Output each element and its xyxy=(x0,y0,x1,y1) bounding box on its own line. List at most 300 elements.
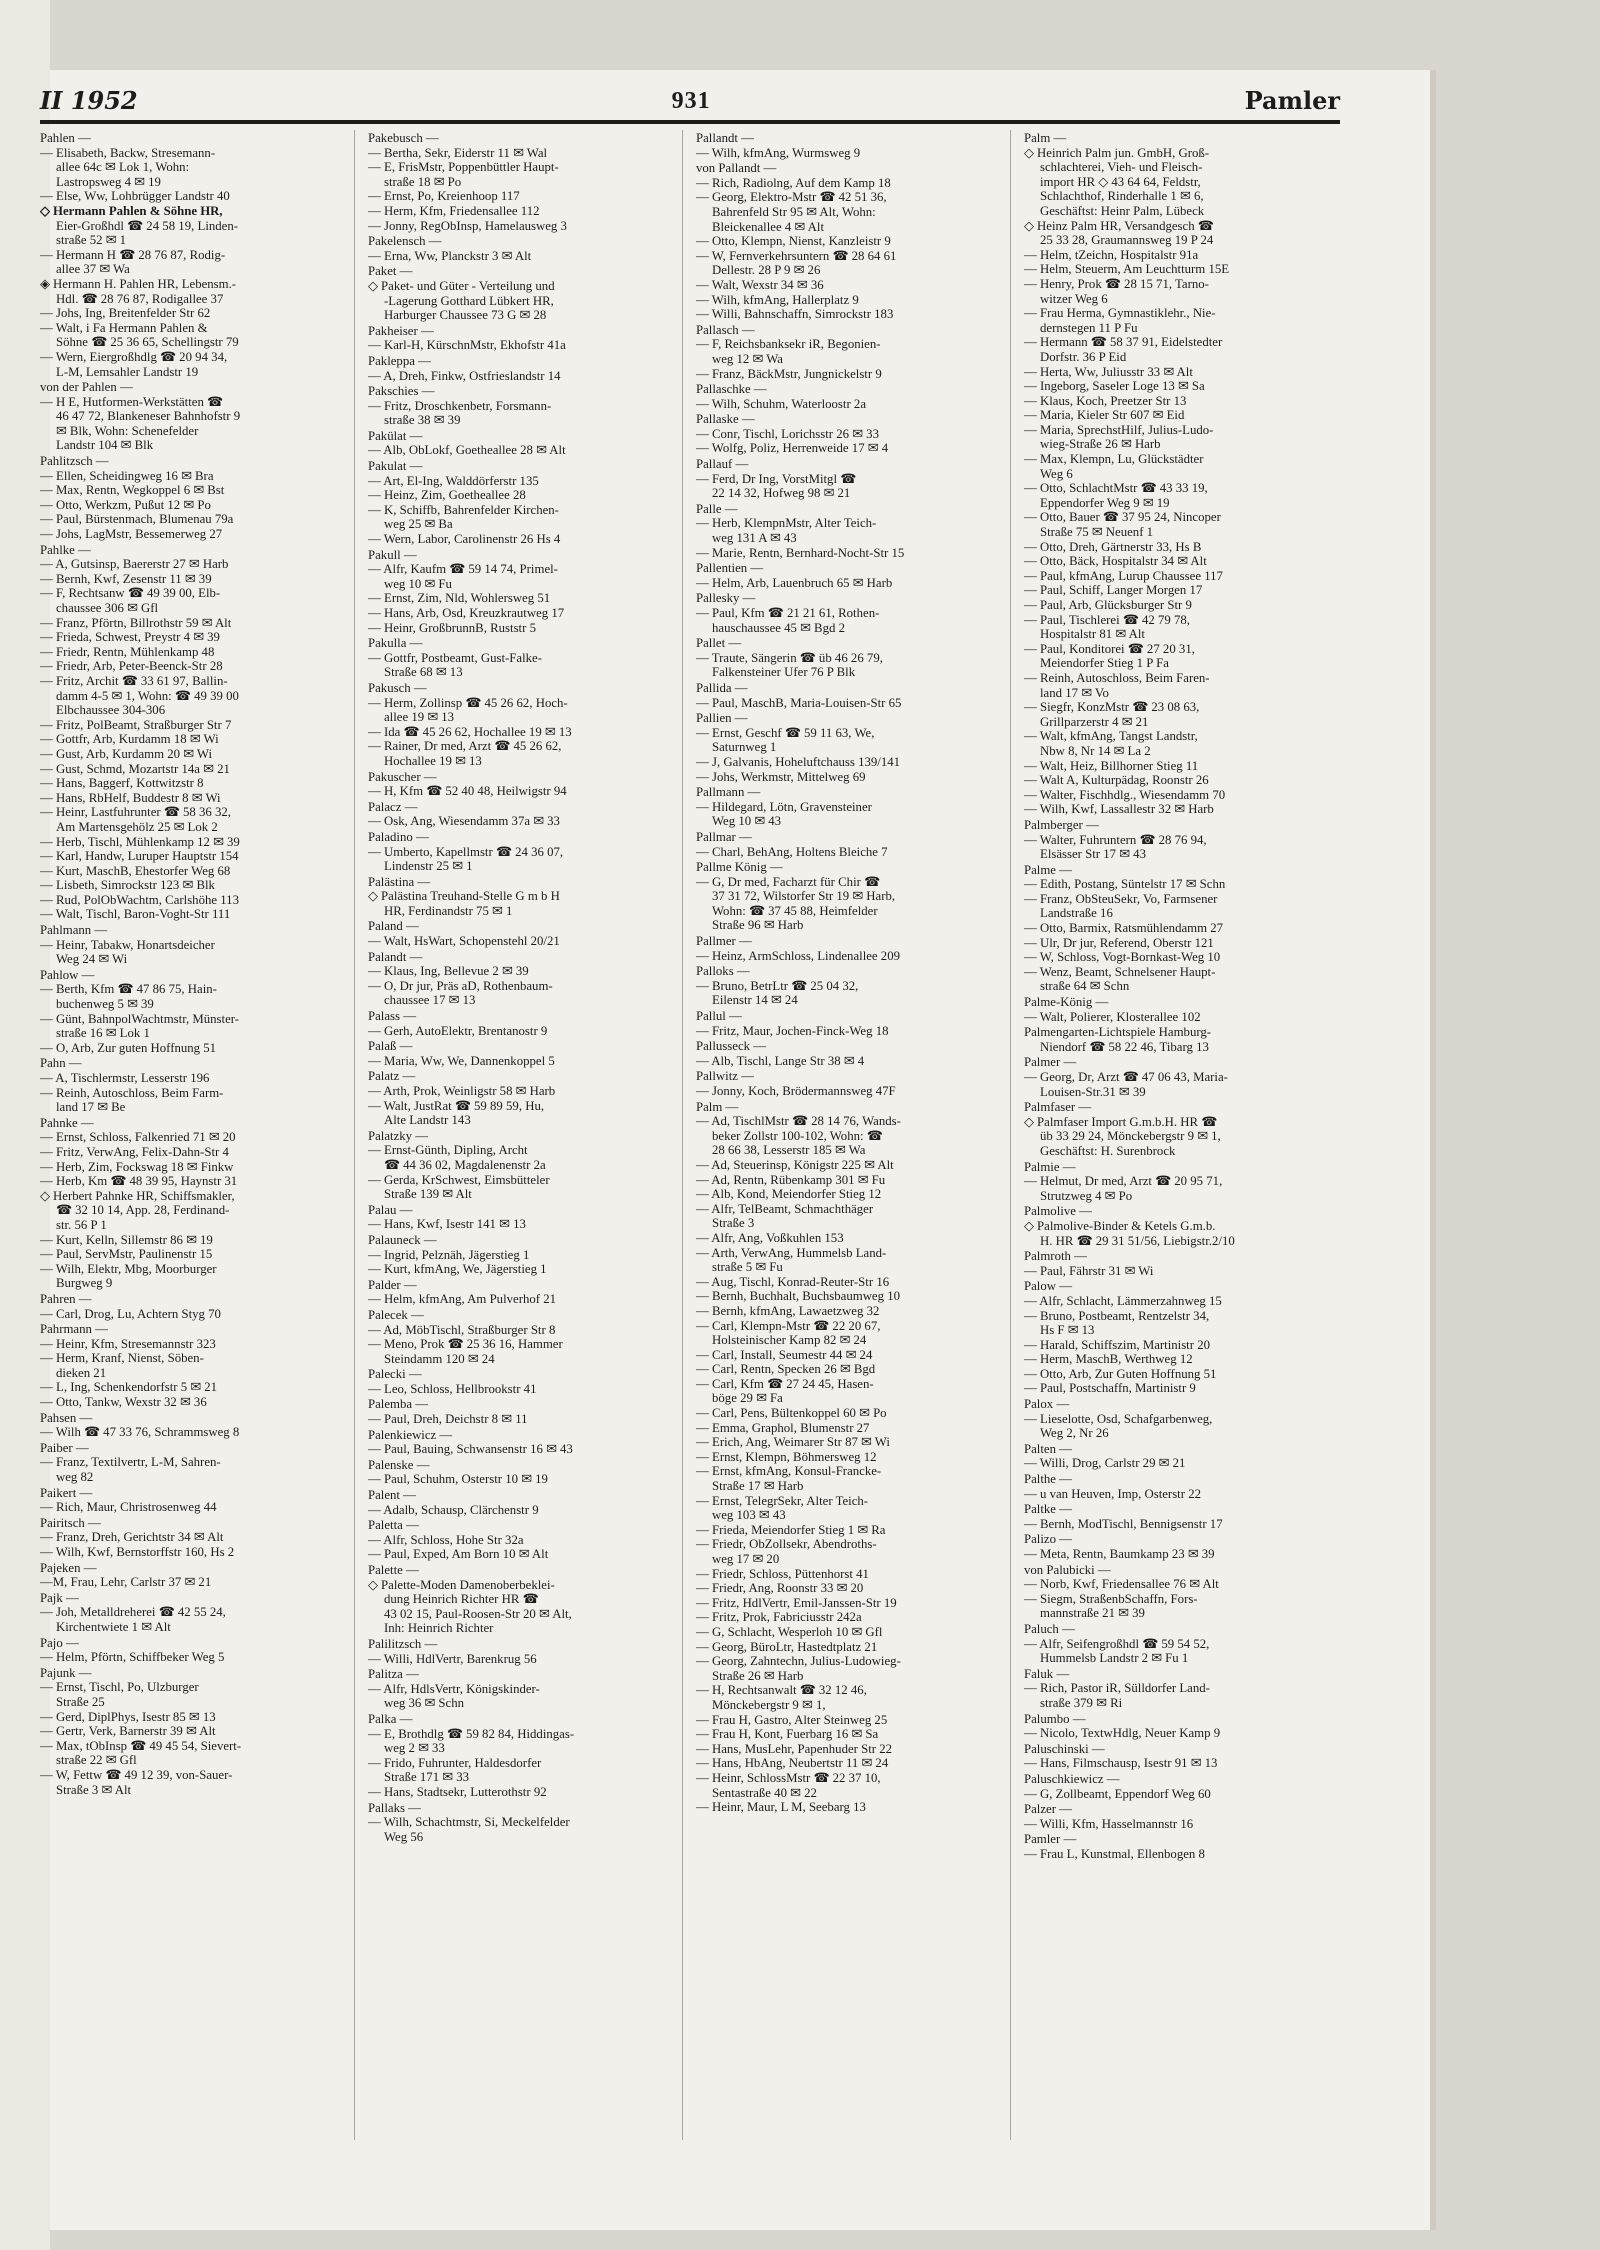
directory-entry: Steindamm 120 ✉ 24 xyxy=(384,1351,495,1366)
directory-entry: — Wilh, Schachtmstr, Si, Meckelfelder xyxy=(368,1815,570,1830)
directory-entry: — Friedr, ObZollsekr, Abendroths- xyxy=(696,1537,877,1552)
directory-entry: Lastropsweg 4 ✉ 19 xyxy=(56,174,161,189)
surname-heading: Palenske — xyxy=(368,1457,430,1472)
directory-entry: weg 10 ✉ Fu xyxy=(384,576,452,591)
directory-entry: — Ernst, Po, Kreienhoop 117 xyxy=(368,189,520,204)
directory-entry: — Wilh, Elektr, Mbg, Moorburger xyxy=(40,1261,217,1276)
directory-entry: — Ulr, Dr jur, Referend, Oberstr 121 xyxy=(1024,935,1214,950)
directory-entry: weg 131 A ✉ 43 xyxy=(712,531,797,546)
directory-entry: — Kurt, MaschB, Ehestorfer Weg 68 xyxy=(40,863,231,878)
directory-entry: allee 64c ✉ Lok 1, Wohn: xyxy=(56,160,190,175)
directory-entry: — Walter, Fischhdlg., Wiesendamm 70 xyxy=(1024,787,1226,802)
surname-heading: Palacz — xyxy=(368,799,418,814)
directory-entry: — Paul, Bürstenmach, Blumenau 79a xyxy=(40,512,234,527)
surname-heading: Pajeken — xyxy=(40,1560,97,1575)
directory-entry: — Paul, Arb, Glücksburger Str 9 xyxy=(1024,598,1192,612)
directory-entry: — E, Brothdlg ☎ 59 82 84, Hiddingas- xyxy=(368,1726,575,1741)
surname-heading: Pahlke — xyxy=(40,542,91,557)
directory-entry: — Lieselotte, Osd, Schafgarbenweg, xyxy=(1024,1411,1213,1426)
directory-entry: — Paul, Postschaffn, Martinistr 9 xyxy=(1024,1381,1196,1396)
directory-entry: dernstegen 11 P Fu xyxy=(1040,320,1138,335)
directory-entry: — Frido, Fuhrunter, Haldesdorfer xyxy=(368,1755,542,1770)
surname-heading: Pakelensch — xyxy=(368,234,442,249)
directory-entry: — Otto, Tankw, Wexstr 32 ✉ 36 xyxy=(40,1395,207,1410)
surname-heading: Pallmann — xyxy=(696,785,761,800)
directory-entry: — Paul, Fährstr 31 ✉ Wi xyxy=(1024,1263,1154,1278)
surname-heading: Pahlitzsch — xyxy=(40,454,109,469)
directory-entry: 22 14 32, Hofweg 98 ✉ 21 xyxy=(712,486,851,501)
directory-entry: Burgweg 9 xyxy=(56,1276,113,1291)
directory-entry: — Helm, tZeichn, Hospitalstr 91a xyxy=(1024,247,1199,262)
directory-entry: ◇ Palette-Moden Damenoberbeklei- xyxy=(368,1577,555,1592)
directory-entry: — Hans, Baggerf, Kottwitzstr 8 xyxy=(40,776,204,791)
directory-entry: straße 18 ✉ Po xyxy=(384,174,462,189)
directory-entry: — Conr, Tischl, Lorichsstr 26 ✉ 33 xyxy=(696,426,879,441)
surname-heading: von der Pahlen — xyxy=(40,380,133,395)
surname-heading: Paluschkiewicz — xyxy=(1024,1771,1120,1786)
directory-entry: — Frau H, Kont, Fuerbarg 16 ✉ Sa xyxy=(696,1727,879,1742)
directory-entry: Nbw 8, Nr 14 ✉ La 2 xyxy=(1040,743,1151,758)
directory-entry: Straße 139 ✉ Alt xyxy=(384,1187,472,1202)
surname-heading: Paland — xyxy=(368,919,419,934)
directory-entry: — Ad, Steuerinsp, Königstr 225 ✉ Alt xyxy=(696,1157,894,1172)
directory-entry: — Paul, Kfm ☎ 21 21 61, Rothen- xyxy=(696,606,880,620)
directory-entry: — A, Dreh, Finkw, Ostfrieslandstr 14 xyxy=(368,368,561,383)
directory-entry: chaussee 306 ✉ Gfl xyxy=(56,601,159,615)
surname-heading: von Palubicki — xyxy=(1024,1562,1111,1577)
directory-entry: Landstraße 16 xyxy=(1040,906,1113,921)
directory-entry: — Alfr, Ang, Voßkuhlen 153 xyxy=(696,1230,844,1245)
directory-entry: — Erich, Ang, Weimarer Str 87 ✉ Wi xyxy=(696,1435,890,1450)
directory-entry: — Gerd, DiplPhys, Isestr 85 ✉ 13 xyxy=(40,1709,216,1724)
directory-entry: ◇ Palmolive-Binder & Ketels G.m.b. xyxy=(1024,1218,1216,1233)
directory-entry: — Heinr, Tabakw, Honartsdeicher xyxy=(40,937,215,952)
directory-entry: beker Zollstr 100-102, Wohn: ☎ xyxy=(712,1128,883,1143)
surname-heading: Palthe — xyxy=(1024,1472,1072,1487)
directory-entry: — Wolfg, Poliz, Herrenweide 17 ✉ 4 xyxy=(696,441,889,456)
directory-entry: straße 22 ✉ Gfl xyxy=(56,1753,137,1768)
directory-entry: — Wilh, kfmAng, Hallerplatz 9 xyxy=(696,292,859,307)
directory-entry: — Jonny, RegObInsp, Hamelausweg 3 xyxy=(368,218,567,233)
surname-heading: Pahlmann — xyxy=(40,923,108,938)
directory-entry: — Kurt, Kelln, Sillemstr 86 ✉ 19 xyxy=(40,1232,213,1247)
directory-entry: — Willi, HdlVertr, Barenkrug 56 xyxy=(368,1651,537,1666)
surname-heading: Pahlow — xyxy=(40,967,95,982)
directory-entry: straße 64 ✉ Schn xyxy=(1040,979,1130,994)
surname-heading: Pallien — xyxy=(696,711,748,726)
directory-entry: — Maria, Ww, We, Dannenkoppel 5 xyxy=(368,1053,555,1068)
surname-heading: Palme-König — xyxy=(1024,995,1109,1010)
directory-entry: — Hans, Filmschausp, Isestr 91 ✉ 13 xyxy=(1024,1756,1218,1771)
surname-heading: Palzer — xyxy=(1024,1802,1072,1817)
surname-heading: Paluschinski — xyxy=(1024,1741,1105,1756)
surname-heading: Palilitzsch — xyxy=(368,1636,438,1651)
surname-heading: Pakulla — xyxy=(368,636,423,651)
directory-entry: ☎ 32 10 14, App. 28, Ferdinand- xyxy=(56,1203,230,1218)
directory-entry: — Franz, Dreh, Gerichtstr 34 ✉ Alt xyxy=(40,1530,224,1545)
directory-entry: — Otto, Klempn, Nienst, Kanzleistr 9 xyxy=(696,234,891,249)
surname-heading: Pahren — xyxy=(40,1291,92,1306)
directory-entry: — Carl, Pens, Bültenkoppel 60 ✉ Po xyxy=(696,1406,887,1421)
directory-entry: — Rud, PolObWachtm, Carlshöhe 113 xyxy=(40,892,239,907)
surname-heading: Pallmar — xyxy=(696,829,752,844)
surname-heading: Palloks — xyxy=(696,964,750,979)
directory-entry: Hdl. ☎ 28 76 87, Rodigallee 37 xyxy=(56,291,224,306)
directory-entry: Harburger Chaussee 73 G ✉ 28 xyxy=(384,308,547,323)
directory-entry: — Hans, Arb, Osd, Kreuzkrautweg 17 xyxy=(368,606,565,620)
directory-entry: Straße 3 ✉ Alt xyxy=(56,1782,132,1797)
surname-heading: Pairitsch — xyxy=(40,1515,101,1530)
directory-entry: — L, Ing, Schenkendorfstr 5 ✉ 21 xyxy=(40,1380,218,1395)
directory-entry: — Rainer, Dr med, Arzt ☎ 45 26 62, xyxy=(368,739,562,754)
directory-entry: — Hermann ☎ 58 37 91, Eidelstedter xyxy=(1024,335,1223,350)
surname-heading: Palm — xyxy=(696,1099,739,1114)
surname-heading: Pallaske — xyxy=(696,412,755,427)
directory-entry: Meiendorfer Stieg 1 P Fa xyxy=(1040,656,1169,671)
surname-heading: Paket — xyxy=(368,264,413,279)
directory-entry: Hs F ✉ 13 xyxy=(1040,1323,1095,1338)
surname-heading: Pallmer — xyxy=(696,934,752,949)
directory-entry: — Ingeborg, Saseler Loge 13 ✉ Sa xyxy=(1024,379,1205,394)
directory-entry: — Paul, Dreh, Deichstr 8 ✉ 11 xyxy=(368,1412,528,1427)
surname-heading: Pallauf — xyxy=(696,457,749,472)
directory-entry: — Alb, ObLokf, Goetheallee 28 ✉ Alt xyxy=(368,443,566,458)
directory-entry: — H, Rechtsanwalt ☎ 32 12 46, xyxy=(696,1683,867,1698)
surname-heading: Palästina — xyxy=(368,874,431,889)
directory-entry: Schlachthof, Rinderhalle 1 ✉ 6, xyxy=(1040,189,1204,204)
directory-entry: — Hans, HbAng, Neubertstr 11 ✉ 24 xyxy=(696,1756,889,1771)
surname-heading: Palauneck — xyxy=(368,1232,437,1247)
surname-heading: Pajk — xyxy=(40,1590,79,1605)
surname-heading: Palenkiewicz — xyxy=(368,1427,453,1442)
surname-heading: Palaß — xyxy=(368,1039,413,1054)
directory-entry: Straße 68 ✉ 13 xyxy=(384,665,463,680)
directory-entry: — Joh, Metalldreherei ☎ 42 55 24, xyxy=(40,1605,226,1620)
directory-entry: — Helm, Pförtn, Schiffbeker Weg 5 xyxy=(40,1650,225,1665)
directory-entry: weg 36 ✉ Schn xyxy=(384,1696,465,1711)
directory-entry: weg 17 ✉ 20 xyxy=(712,1552,780,1566)
directory-entry: ◇ Heinz Palm HR, Versandgesch ☎ xyxy=(1024,218,1214,233)
surname-heading: Pakusch — xyxy=(368,680,427,695)
directory-entry: — W, Fernverkehrsuntern ☎ 28 64 61 xyxy=(696,248,897,263)
directory-entry: — Maria, Kieler Str 607 ✉ Eid xyxy=(1024,408,1185,423)
surname-heading: Paiber — xyxy=(40,1440,89,1455)
directory-entry: witzer Weg 6 xyxy=(1040,291,1108,306)
directory-entry: — Willi, Kfm, Hasselmannstr 16 xyxy=(1024,1816,1194,1831)
directory-entry: — Carl, Install, Seumestr 44 ✉ 24 xyxy=(696,1347,873,1362)
directory-entry: — Max, Klempn, Lu, Glückstädter xyxy=(1024,452,1204,467)
directory-entry: — Harald, Schiffszim, Martinistr 20 xyxy=(1024,1337,1210,1352)
surname-heading: Pallaks — xyxy=(368,1800,421,1815)
directory-entry: — Heinr, Maur, L M, Seebarg 13 xyxy=(696,1800,866,1815)
directory-entry: — Ernst, Geschf ☎ 59 11 63, We, xyxy=(696,725,875,740)
directory-entry: — Umberto, Kapellmstr ☎ 24 36 07, xyxy=(368,844,564,859)
directory-entry: mannstraße 21 ✉ 39 xyxy=(1040,1606,1145,1621)
directory-entry: — Heinz, ArmSchloss, Lindenallee 209 xyxy=(696,948,901,963)
directory-entry: — Fritz, Droschkenbetr, Forsmann- xyxy=(368,398,552,413)
directory-entry: — Bernh, kfmAng, Lawaetzweg 32 xyxy=(696,1303,880,1318)
directory-entry: Louisen-Str.31 ✉ 39 xyxy=(1040,1084,1146,1099)
directory-entry: — Bruno, Postbeamt, Rentzelstr 34, xyxy=(1024,1308,1210,1323)
surname-heading: Faluk — xyxy=(1024,1666,1070,1681)
directory-entry: — Alfr, Schloss, Hohe Str 32a xyxy=(368,1532,524,1547)
directory-entry: Wohn: ☎ 37 45 88, Heimfelder xyxy=(712,903,878,918)
directory-entry: chaussee 17 ✉ 13 xyxy=(384,993,476,1008)
directory-entry: Dorfstr. 36 P Eid xyxy=(1040,349,1127,364)
directory-entry: — W, Schloss, Vogt-Bornkast-Weg 10 xyxy=(1024,950,1221,965)
directory-entry: — Hans, Stadtsekr, Lutterothstr 92 xyxy=(368,1784,547,1799)
directory-entry: — Hans, RbHelf, Buddestr 8 ✉ Wi xyxy=(40,790,221,805)
directory-entry: — Elisabeth, Backw, Stresemann- xyxy=(40,145,216,160)
directory-entry: — Aug, Tischl, Konrad-Reuter-Str 16 xyxy=(696,1274,890,1289)
directory-entry: dieken 21 xyxy=(56,1365,107,1380)
directory-entry: import HR ◇ 43 64 64, Feldstr, xyxy=(1040,174,1201,189)
directory-entry: — Max, Rentn, Wegkoppel 6 ✉ Bst xyxy=(40,483,225,498)
directory-entry: Am Martensgehölz 25 ✉ Lok 2 xyxy=(56,819,218,834)
directory-entry: — Georg, BüroLtr, Hastedtplatz 21 xyxy=(696,1639,878,1654)
directory-entry: allee 19 ✉ 13 xyxy=(384,710,455,725)
directory-entry: — Wern, Labor, Carolinenstr 26 Hs 4 xyxy=(368,532,561,547)
directory-entry: — Alfr, HdlsVertr, Königskinder- xyxy=(368,1681,540,1696)
directory-entry: — Ellen, Scheidingweg 16 ✉ Bra xyxy=(40,468,214,483)
directory-entry: — Meta, Rentn, Baumkamp 23 ✉ 39 xyxy=(1024,1547,1215,1561)
surname-heading: Pakulat — xyxy=(368,459,423,474)
surname-heading: Pallusseck — xyxy=(696,1039,767,1054)
directory-entry: — Fritz, Maur, Jochen-Finck-Weg 18 xyxy=(696,1023,889,1038)
directory-entry: 46 47 72, Blankeneser Bahnhofstr 9 xyxy=(56,409,241,424)
directory-entry: dung Heinrich Richter HR ☎ xyxy=(384,1592,539,1607)
directory-entry: straße 52 ✉ 1 xyxy=(56,233,127,248)
surname-heading: Pahrmann — xyxy=(40,1322,108,1337)
directory-entry: — Herm, Kfm, Friedensallee 112 xyxy=(368,203,540,218)
directory-entry: — O, Arb, Zur guten Hoffnung 51 xyxy=(40,1040,217,1055)
directory-entry: — Ad, TischlMstr ☎ 28 14 76, Wands- xyxy=(696,1114,901,1129)
surname-heading: Pahsen — xyxy=(40,1410,93,1425)
directory-entry: — u van Heuven, Imp, Osterstr 22 xyxy=(1024,1486,1201,1501)
directory-entry: hauschaussee 45 ✉ Bgd 2 xyxy=(712,620,845,635)
directory-entry: — Fritz, PolBeamt, Straßburger Str 7 xyxy=(40,717,232,732)
directory-entry: — Franz, Textilvertr, L-M, Sahren- xyxy=(40,1455,221,1470)
surname-heading: Pallesky — xyxy=(696,591,756,606)
directory-entry: — Friedr, Ang, Roonstr 33 ✉ 20 xyxy=(696,1581,864,1596)
directory-entry: — Walt, Heiz, Billhorner Stieg 11 xyxy=(1024,758,1199,773)
directory-entry: — Heinz, Zim, Goetheallee 28 xyxy=(368,488,526,503)
directory-entry: Falkensteiner Ufer 76 P Blk xyxy=(712,665,856,680)
surname-heading: Pakheiser — xyxy=(368,323,434,338)
surname-heading: Palecki — xyxy=(368,1367,422,1382)
directory-entry: ◇ Paket- und Güter - Verteilung und xyxy=(368,278,555,293)
directory-entry: — Ida ☎ 45 26 62, Hochallee 19 ✉ 13 xyxy=(368,724,572,739)
page-number: 931 xyxy=(671,88,711,114)
directory-entry: — Alb, Tischl, Lange Str 38 ✉ 4 xyxy=(696,1053,865,1068)
directory-entry: — H E, Hutformen-Werkstätten ☎ xyxy=(40,394,223,409)
directory-entry: — Paul, Konditorei ☎ 27 20 31, xyxy=(1024,641,1195,656)
directory-entry: —M, Frau, Lehr, Carlstr 37 ✉ 21 xyxy=(40,1575,212,1590)
directory-entry: Grillparzerstr 4 ✉ 21 xyxy=(1040,714,1149,729)
directory-entry: — Frau Herma, Gymnastiklehr., Nie- xyxy=(1024,306,1216,321)
directory-entry: — Klaus, Ing, Bellevue 2 ✉ 39 xyxy=(368,964,529,979)
directory-entry: — Gust, Schmd, Mozartstr 14a ✉ 21 xyxy=(40,761,230,776)
directory-entry: — Ernst-Günth, Dipling, Archt xyxy=(368,1143,528,1158)
directory-entry: — Carl, Kfm ☎ 27 24 45, Hasen- xyxy=(696,1376,874,1391)
directory-entry: böge 29 ✉ Fa xyxy=(712,1391,783,1406)
directory-entry: — Carl, Klempn-Mstr ☎ 22 20 67, xyxy=(696,1318,881,1333)
directory-entry: -Lagerung Gotthard Lübkert HR, xyxy=(384,293,554,308)
directory-entry: Bleickenallee 4 ✉ Alt xyxy=(712,219,824,234)
directory-entry: — Johs, Werkmstr, Mittelweg 69 xyxy=(696,769,866,784)
directory-entry: — Herm, Kranf, Nienst, Söben- xyxy=(40,1351,204,1366)
directory-entry: — Georg, Dr, Arzt ☎ 47 06 43, Maria- xyxy=(1024,1070,1228,1084)
header-running-name: Pamler xyxy=(1244,86,1340,115)
surname-heading: Palette — xyxy=(368,1563,419,1577)
surname-heading: Palemba — xyxy=(368,1397,429,1412)
directory-entry: — A, Gutsinsp, Baererstr 27 ✉ Harb xyxy=(40,557,229,572)
directory-entry: — Paul, ServMstr, Paulinenstr 15 xyxy=(40,1247,213,1262)
directory-entry: — Walt, Polierer, Klosterallee 102 xyxy=(1024,1009,1201,1024)
directory-entry: — Siegfr, KonzMstr ☎ 23 08 63, xyxy=(1024,700,1200,715)
directory-entry: — Heinr, GroßbrunnB, Ruststr 5 xyxy=(368,620,536,635)
directory-entry: — Arth, VerwAng, Hummelsb Land- xyxy=(696,1245,887,1260)
directory-entry: Weg 2, Nr 26 xyxy=(1040,1426,1109,1441)
directory-entry: Eppendorfer Weg 9 ✉ 19 xyxy=(1040,495,1170,510)
directory-entry: straße 16 ✉ Lok 1 xyxy=(56,1026,150,1041)
directory-entry: — Arth, Prok, Weinligstr 58 ✉ Harb xyxy=(368,1084,556,1098)
directory-entry: — Walt, Tischl, Baron-Voght-Str 111 xyxy=(40,907,231,922)
directory-entry: — Alfr, Schlacht, Lämmerzahnweg 15 xyxy=(1024,1293,1222,1308)
directory-entry: — K, Schiffb, Bahrenfelder Kirchen- xyxy=(368,502,559,517)
directory-entry: — Ferd, Dr Ing, VorstMitgl ☎ xyxy=(696,471,857,486)
directory-entry: — Georg, Elektro-Mstr ☎ 42 51 36, xyxy=(696,190,887,205)
directory-entry: — Ernst, Klempn, Böhmersweg 12 xyxy=(696,1449,877,1464)
directory-entry: — Ernst, kfmAng, Konsul-Francke- xyxy=(696,1464,882,1479)
surname-heading: Palecek — xyxy=(368,1307,424,1322)
surname-heading: Pallme König — xyxy=(696,860,783,875)
directory-entry: — Helm, Steuerm, Am Leuchtturm 15E xyxy=(1024,262,1230,277)
directory-entry: 25 33 28, Graumannsweg 19 P 24 xyxy=(1040,233,1214,248)
header-volume-year: II 1952 xyxy=(40,86,138,115)
surname-heading: Pahn — xyxy=(40,1056,82,1071)
directory-entry: — Otto, Dreh, Gärtnerstr 33, Hs B xyxy=(1024,539,1202,554)
page-header xyxy=(40,75,1340,115)
directory-entry: — Gerh, AutoElektr, Brentanostr 9 xyxy=(368,1023,548,1038)
directory-entry: — E, FrisMstr, Poppenbüttler Haupt- xyxy=(368,160,559,175)
directory-entry: — Paul, Schuhm, Osterstr 10 ✉ 19 xyxy=(368,1472,548,1487)
directory-entry: — A, Tischlermstr, Lesserstr 196 xyxy=(40,1071,210,1085)
directory-entry: — Walt, JustRat ☎ 59 89 59, Hu, xyxy=(368,1098,545,1113)
directory-entry: — Traute, Sängerin ☎ üb 46 26 79, xyxy=(696,650,883,665)
directory-entry: — Edith, Postang, Süntelstr 17 ✉ Schn xyxy=(1024,877,1226,892)
directory-column-4 xyxy=(1024,130,1339,2140)
surname-heading: Palumbo — xyxy=(1024,1711,1086,1726)
surname-heading: Palau — xyxy=(368,1202,413,1217)
surname-heading: Palmberger — xyxy=(1024,817,1099,832)
directory-entry: — Wenz, Beamt, Schnelsener Haupt- xyxy=(1024,964,1216,979)
directory-entry: — Adalb, Schausp, Clärchenstr 9 xyxy=(368,1502,539,1517)
directory-entry: Kirchentwiete 1 ✉ Alt xyxy=(56,1619,171,1634)
surname-heading: Pallul — xyxy=(696,1009,742,1024)
directory-entry: Weg 10 ✉ 43 xyxy=(712,814,782,829)
directory-entry: — Gust, Arb, Kurdamm 20 ✉ Wi xyxy=(40,746,213,761)
directory-entry: — Charl, BehAng, Holtens Bleiche 7 xyxy=(696,844,888,859)
directory-entry: — Alfr, TelBeamt, Schmachthäger xyxy=(696,1201,874,1216)
header-rule xyxy=(40,120,1340,124)
directory-entry: Landstr 104 ✉ Blk xyxy=(56,438,154,453)
directory-entry: — Walt A, Kulturpädag, Roonstr 26 xyxy=(1024,773,1209,788)
directory-entry: — Ad, Rentn, Rübenkamp 301 ✉ Fu xyxy=(696,1172,886,1187)
directory-entry: — H, Kfm ☎ 52 40 48, Heilwigstr 94 xyxy=(368,784,567,799)
directory-entry: — Franz, ObSteuSekr, Vo, Farmsener xyxy=(1024,891,1218,906)
directory-entry: — Osk, Ang, Wiesendamm 37a ✉ 33 xyxy=(368,814,560,829)
directory-entry: H. HR ☎ 29 31 51/56, Liebigstr.2/10 xyxy=(1040,1233,1235,1248)
directory-entry: ☎ 44 36 02, Magdalenenstr 2a xyxy=(384,1157,546,1172)
directory-entry: — Frieda, Meiendorfer Stieg 1 ✉ Ra xyxy=(696,1522,886,1537)
directory-entry: — Marie, Rentn, Bernhard-Nocht-Str 15 xyxy=(696,545,905,560)
directory-entry: — Paul, Schiff, Langer Morgen 17 xyxy=(1024,583,1203,598)
directory-entry: — Hermann H ☎ 28 76 87, Rodig- xyxy=(40,247,226,262)
directory-entry: — Herm, Zollinsp ☎ 45 26 62, Hoch- xyxy=(368,695,568,710)
directory-entry: — Fritz, Prok, Fabriciusstr 242a xyxy=(696,1610,862,1625)
directory-entry: — Emma, Graphol, Blumenstr 27 xyxy=(696,1420,870,1435)
directory-entry: — Reinh, Autoschloss, Beim Farm- xyxy=(40,1085,224,1100)
surname-heading: Pallet — xyxy=(696,636,742,651)
directory-entry: — Friedr, Arb, Peter-Beenck-Str 28 xyxy=(40,659,223,674)
directory-entry: — Alfr, Kaufm ☎ 59 14 74, Primel- xyxy=(368,562,558,577)
directory-entry: — Johs, Ing, Breitenfelder Str 62 xyxy=(40,306,211,321)
directory-entry: HR, Ferdinandstr 75 ✉ 1 xyxy=(384,903,513,918)
directory-entry: — Gottfr, Postbeamt, Gust-Falke- xyxy=(368,650,543,665)
directory-entry: — F, Reichsbanksekr iR, Begonien- xyxy=(696,337,881,352)
directory-entry: — Reinh, Autoschloss, Beim Faren- xyxy=(1024,670,1210,685)
directory-entry: Alte Landstr 143 xyxy=(384,1113,471,1128)
surname-heading: Pahnke — xyxy=(40,1115,94,1130)
directory-entry: schlachterei, Vieh- und Fleisch- xyxy=(1040,160,1203,175)
directory-entry: straße 5 ✉ Fu xyxy=(712,1260,783,1275)
directory-entry: Straße 3 xyxy=(712,1216,755,1231)
directory-entry: — Alfr, Seifengroßhdl ☎ 59 54 52, xyxy=(1024,1636,1210,1651)
surname-heading: Palass — xyxy=(368,1009,416,1024)
directory-entry: üb 33 29 24, Mönckebergstr 9 ✉ 1, xyxy=(1040,1129,1221,1144)
directory-entry: Geschäftst: Heinr Palm, Lübeck xyxy=(1040,203,1205,218)
directory-entry: 28 66 38, Lesserstr 185 ✉ Wa xyxy=(712,1143,866,1158)
directory-entry: — Otto, Bäck, Hospitalstr 34 ✉ Alt xyxy=(1024,554,1207,569)
surname-heading: Palmengarten-Lichtspiele Hamburg- xyxy=(1024,1025,1212,1040)
directory-entry: Straße 75 ✉ Neuenf 1 xyxy=(1040,525,1154,540)
surname-heading: Palox — xyxy=(1024,1397,1070,1412)
directory-entry: — G, Zollbeamt, Eppendorf Weg 60 xyxy=(1024,1786,1211,1801)
directory-entry: — Herb, Km ☎ 48 39 95, Haynstr 31 xyxy=(40,1174,238,1189)
directory-entry: — Rich, Pastor iR, Sülldorfer Land- xyxy=(1024,1681,1210,1696)
directory-entry: — Wilh, Kwf, Bernstorffstr 160, Hs 2 xyxy=(40,1545,235,1559)
directory-entry: Holsteinischer Kamp 82 ✉ 24 xyxy=(712,1333,867,1348)
directory-entry: — Fritz, VerwAng, Felix-Dahn-Str 4 xyxy=(40,1144,229,1159)
directory-entry: — Bertha, Sekr, Eiderstr 11 ✉ Wal xyxy=(368,145,548,160)
directory-entry: — Paul, kfmAng, Lurup Chaussee 117 xyxy=(1024,568,1223,583)
directory-entry: ✉ Blk, Wohn: Schenefelder xyxy=(56,423,199,438)
directory-entry: — Herta, Ww, Juliusstr 33 ✉ Alt xyxy=(1024,364,1193,379)
directory-entry: ◇ Herbert Pahnke HR, Schiffsmakler, xyxy=(40,1188,235,1203)
directory-entry: — Walt, i Fa Hermann Pahlen & xyxy=(40,320,208,335)
surname-heading: Pamler — xyxy=(1024,1832,1077,1847)
directory-entry: — Hans, MusLehr, Papenhuder Str 22 xyxy=(696,1741,893,1756)
directory-entry: — Franz, Pförtn, Billrothstr 59 ✉ Alt xyxy=(40,615,232,630)
directory-entry: — Bernh, Kwf, Zesenstr 11 ✉ 39 xyxy=(40,571,212,586)
directory-entry: — Nicolo, TextwHdlg, Neuer Kamp 9 xyxy=(1024,1726,1221,1741)
directory-entry: — Georg, Zahntechn, Julius-Ludowieg- xyxy=(696,1654,901,1669)
directory-entry: — Wilh, Kwf, Lassallestr 32 ✉ Harb xyxy=(1024,802,1214,817)
directory-entry: Weg 56 xyxy=(384,1829,424,1844)
directory-entry: — Art, El-Ing, Walddörferstr 135 xyxy=(368,473,539,488)
surname-heading: Palow — xyxy=(1024,1279,1072,1294)
